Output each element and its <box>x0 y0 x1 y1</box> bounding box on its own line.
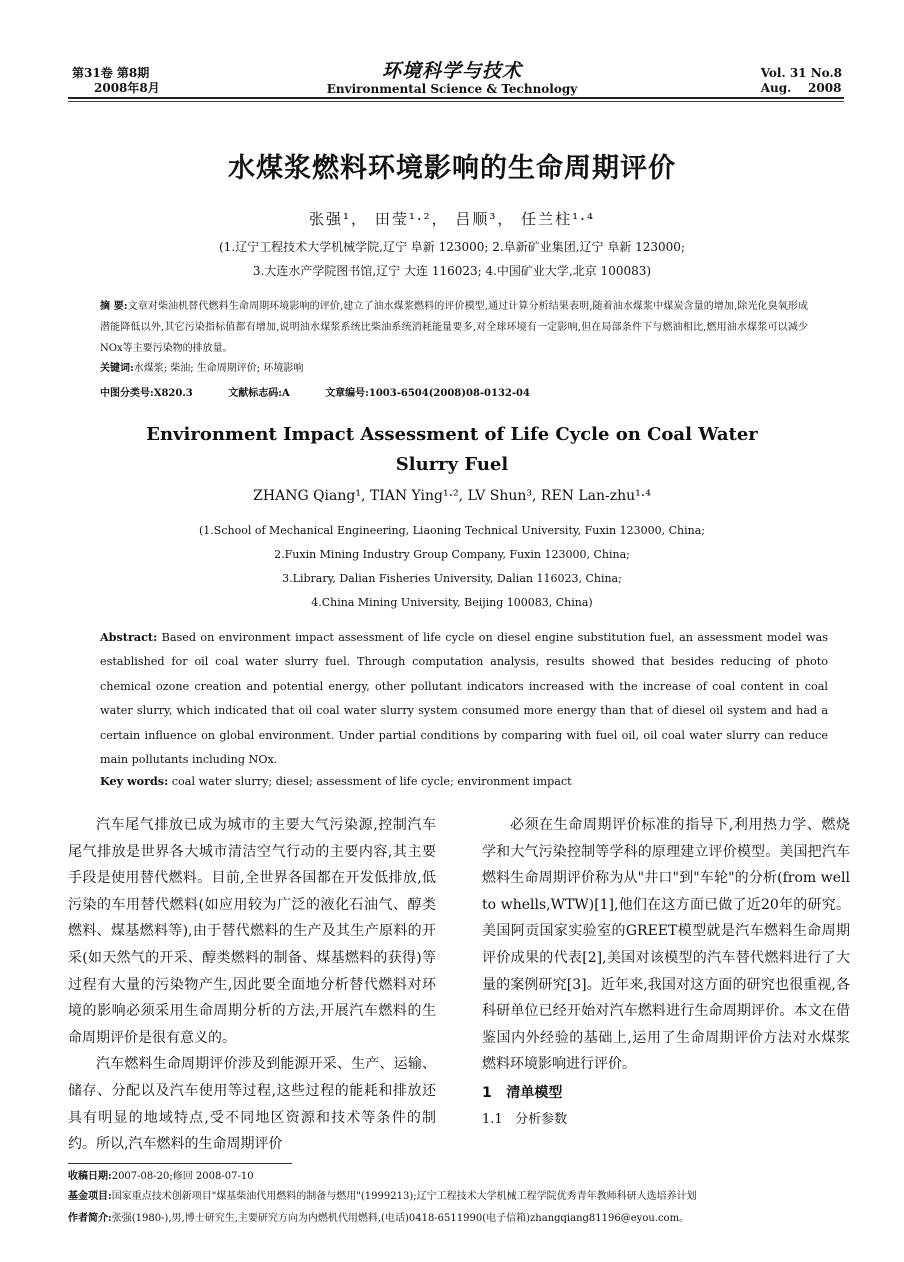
affiliation-cn-line: 3.大连水产学院图书馆,辽宁 大连 116023; 4.中国矿业大学,北京 100083) <box>252 264 652 278</box>
received-dates: 2007-08-20;修回 2008-07-10 <box>111 1171 254 1182</box>
body-paragraph: 汽车燃料生命周期评价涉及到能源开采、生产、运输、储存、分配以及汽车使用等过程,这些过程的能耗和排放还具有明显的地域特点,受不同地区资源和技术等条件的制约。所以,汽车燃料的生命周期评价 <box>68 1056 436 1153</box>
paper-title-en <box>0 420 904 480</box>
clc-number: 中图分类号:X820.3 <box>100 388 193 399</box>
keywords-en <box>100 774 572 788</box>
date-en: Aug. 2008 <box>760 81 842 95</box>
volume-en: Vol. 31 No.8 <box>760 66 842 80</box>
fund-label: 基金项目: <box>68 1191 112 1202</box>
section-heading: 1 清单模型 <box>482 1084 563 1101</box>
keywords-en-text: coal water slurry; diesel; assessment of life cycle; environment impact <box>168 775 572 788</box>
footnote-author <box>68 1210 868 1228</box>
issue-info-cn <box>72 66 160 96</box>
volume-cn: 第31卷 第8期 <box>72 66 150 80</box>
keywords-cn <box>100 359 303 374</box>
received-label: 收稿日期: <box>68 1171 112 1182</box>
authors-cn: 张强¹， 田莹¹·²， 吕顺³， 任兰柱¹·⁴ <box>309 210 595 228</box>
issue-info-en <box>761 66 842 96</box>
classification-cn <box>100 384 562 399</box>
body-paragraph: 必须在生命周期评价标准的指导下,利用热力学、燃烧学和大气污染控制等学科的原理建立评价模型。美国把汽车燃料生命周期评价称为从"井口"到"车轮"的分析(from well to whells,WTW)[1],他们在这方面已做了近20年的研究。美国阿贡国家实验室的GREET模型就是汽车燃料生命周期评价成果的代表[2],美国对该模型的汽车替代燃料进行了大量的案例研究[3]。近年来,我国对这方面的研究也很重视,各科研单位已经开始对汽车燃料进行生命周期评价。本文在借鉴国内外经验的基础上,运用了生命周期评价方法对水煤浆燃料环境影响进行评价。 <box>482 817 850 1073</box>
body-paragraph: 汽车尾气排放已成为城市的主要大气污染源,控制汽车尾气排放是世界各大城市清洁空气行动的主要内容,其主要手段是使用替代燃料。目前,全世界各国都在开发低排放,低污染的车用替代燃料(如应用较为广泛的液化石油气、醇类燃料、煤基燃料等),由于替代燃料的生产及其生产原料的开采(如天然气的开采、醇类燃料的制备、煤基燃料的获得)等过程有大量的污染物产生,因此要全面地分析替代燃料对环境的影响必须采用生命周期分析的方法,开展汽车燃料的生命周期评价是很有意义的。 <box>68 817 436 1046</box>
affiliation-cn-line: (1.辽宁工程技术大学机械学院,辽宁 阜新 123000; 2.阜新矿业集团,辽宁 阜新 123000; <box>219 240 685 254</box>
keywords-en-label: Key words: <box>100 774 169 788</box>
abstract-en-label: Abstract: <box>100 630 158 644</box>
paper-title-cn: 水煤浆燃料环境影响的生命周期评价 <box>228 153 676 184</box>
affiliation-en-line: 2.Fuxin Mining Industry Group Company, Fuxin 123000, China; <box>274 548 630 561</box>
header-rule-thin <box>68 101 844 102</box>
abstract-en <box>100 625 828 772</box>
footnote-rule <box>68 1163 292 1164</box>
author-bio-label: 作者简介: <box>68 1213 112 1224</box>
abstract-cn-label: 摘 要: <box>100 301 128 312</box>
subsection-heading: 1.1 分析参数 <box>482 1111 568 1127</box>
header-rule <box>68 97 844 99</box>
article-number: 文章编号:1003-6504(2008)08-0132-04 <box>325 388 530 399</box>
body-column-right <box>482 812 850 1133</box>
journal-name-cn: 环境科学与技术 <box>381 60 522 82</box>
document-code: 文献标志码:A <box>228 388 290 399</box>
keywords-cn-label: 关键词: <box>100 363 134 374</box>
affiliation-en-line: 3.Library, Dalian Fisheries University, Dalian 116023, China; <box>282 572 622 585</box>
affiliation-en-line: 4.China Mining University, Beijing 100083, China) <box>311 596 593 609</box>
title-en-line: Environment Impact Assessment of Life Cycle on Coal Water <box>146 424 758 445</box>
body-column-left <box>68 812 436 1158</box>
authors-en: ZHANG Qiang¹, TIAN Ying¹·², LV Shun³, REN Lan-zhu¹·⁴ <box>253 488 651 504</box>
title-en-line: Slurry Fuel <box>395 454 509 475</box>
affiliation-en-line: (1.School of Mechanical Engineering, Liaoning Technical University, Fuxin 123000, China; <box>199 524 705 537</box>
journal-name-en: Environmental Science & Technology <box>326 82 578 96</box>
footnote-fund <box>68 1188 868 1206</box>
keywords-cn-text: 水煤浆; 柴油; 生命周期评价; 环境影响 <box>133 363 304 374</box>
footnote-received <box>68 1168 868 1186</box>
author-bio-text: 张强(1980-),男,博士研究生,主要研究方向为内燃机代用燃料,(电话)0418-6511990(电子信箱)zhangqiang81196@eyou.com。 <box>111 1213 690 1224</box>
abstract-cn-text: 文章对柴油机替代燃料生命周期环境影响的评价,建立了油水煤浆燃料的评价模型,通过计算分析结果表明,随着油水煤浆中煤炭含量的增加,除光化臭氧形成潜能降低以外,其它污染指标值都有增加,说明油水煤浆系统比柴油系统消耗能量要多,对全球环境有一定影响,但在局部条件下与燃油相比,燃用油水煤浆可以减少NOx等主要污染物的排放量。 <box>100 301 808 354</box>
fund-text: 国家重点技术创新项目"煤基柴油代用燃料的制备与燃用"(1999213);辽宁工程技术大学机械工程学院优秀青年教师科研人选培养计划 <box>111 1191 697 1202</box>
abstract-en-text: Based on environment impact assessment of life cycle on diesel engine substitution fuel, an assessment model was established for oil coal water slurry fuel. Through computation analysis, results showed that besides reducing of photo chemical ozone creation and potential energy, other pollutant indicators increased with the increase of coal content in coal water slurry, which indicated that oil coal water slurry system consumed more energy than that of diesel oil system and had a certain influence on global environment. Under partial conditions by comparing with fuel oil, oil coal water slurry can reduce main pollutants including NOx. <box>100 631 828 767</box>
journal-masthead <box>300 60 604 96</box>
date-cn: 2008年8月 <box>94 81 160 95</box>
abstract-cn <box>100 296 808 359</box>
